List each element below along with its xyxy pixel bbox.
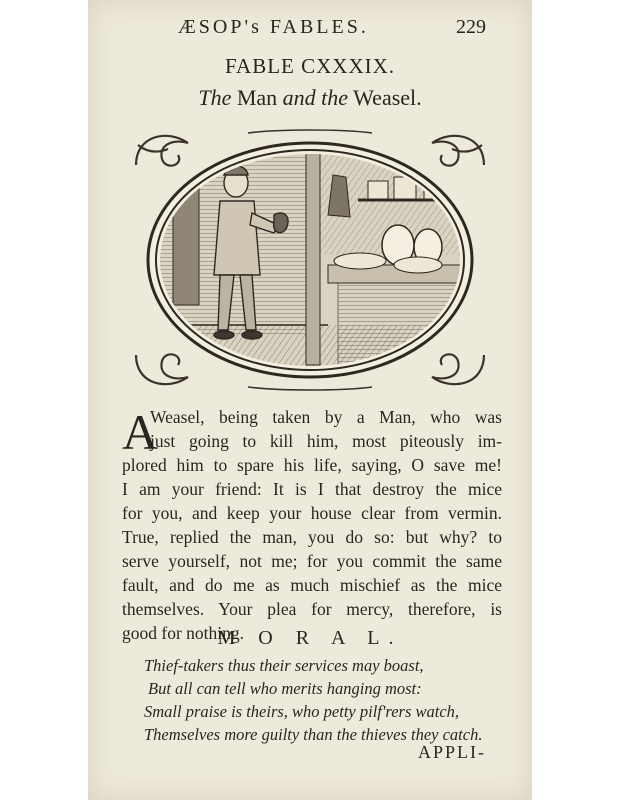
- fable-title-man: Man: [236, 85, 278, 110]
- body-line: for you, and keep your house clear from vermin.: [122, 503, 502, 523]
- fable-title-the: The: [198, 85, 232, 110]
- verse-line: But all can tell who merits hanging most:: [148, 679, 422, 698]
- fable-title: [88, 85, 532, 111]
- body-line: I am your friend: It is I that destroy the mice: [122, 479, 502, 499]
- page-number: 229: [456, 16, 486, 38]
- woodcut-engraving-image: [128, 125, 492, 395]
- moral-verse: [144, 654, 514, 746]
- fable-title-weasel: Weasel.: [353, 85, 422, 110]
- verse-line: Themselves more guilty than the thieves they catch.: [144, 725, 483, 744]
- fable-title-and-the: and the: [282, 85, 349, 110]
- body-line: serve yourself, not me; for you commit the same: [122, 551, 502, 571]
- book-title: ÆSOP's FABLES.: [178, 16, 369, 38]
- woodcut-illustration: [128, 125, 492, 395]
- body-line: plored him to spare his life, saying, O save me!: [122, 455, 502, 475]
- verse-line: Small praise is theirs, who petty pilf'rers watch,: [144, 702, 460, 721]
- book-page: [88, 0, 532, 800]
- drop-cap: A: [122, 404, 159, 460]
- body-line: Weasel, being taken by a Man, who was: [150, 407, 502, 427]
- running-head: [88, 16, 532, 40]
- body-line: True, replied the man, you do so: but why? to: [122, 527, 502, 547]
- body-line: themselves. Your plea for mercy, therefore, is: [122, 599, 502, 619]
- moral-heading: M O R A L.: [217, 627, 403, 649]
- fable-body-text: [122, 405, 502, 645]
- fable-number: FABLE CXXXIX.: [224, 54, 396, 78]
- body-line: fault, and do me as much mischief as the mice: [122, 575, 502, 595]
- body-line: just going to kill him, most piteously im-: [150, 431, 502, 451]
- catchword: APPLI-: [417, 742, 486, 762]
- body-line: good for nothing.: [122, 623, 245, 643]
- verse-line: Thief-takers thus their services may boast,: [144, 656, 424, 675]
